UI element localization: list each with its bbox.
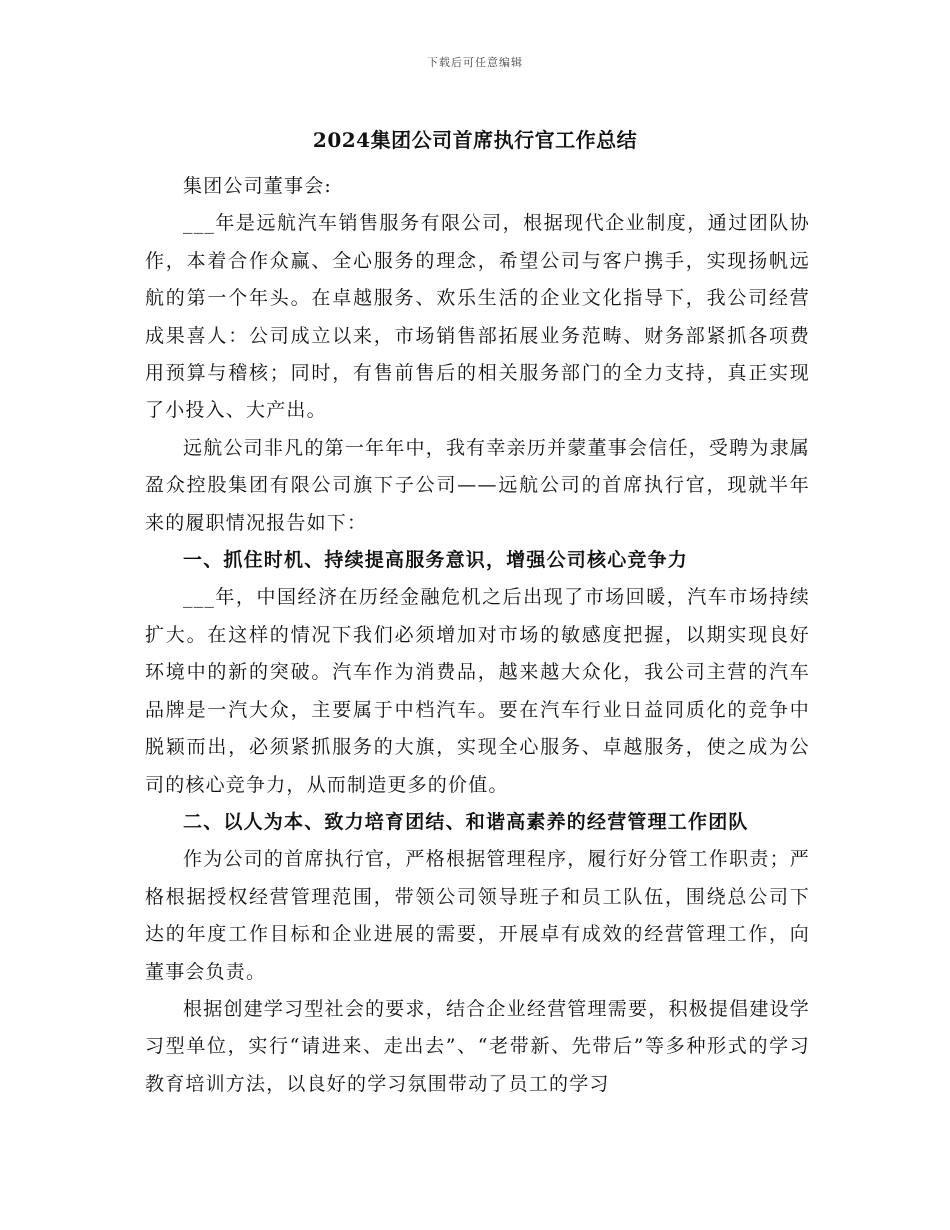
document-body [145,168,810,1103]
section-heading: 二、以人为本、致力培育团结、和谐高素养的经营管理工作团队 [183,810,749,833]
paragraph: 远航公司非凡的第一年年中，我有幸亲历并蒙董事会信任，受聘为隶属盈众控股集团有限公司旗下子公司——远航公司的首席执行官，现就半年来的履职情况报告如下： [145,436,810,534]
paragraph: ___年，中国经济在历经金融危机之后出现了市场回暖，汽车市场持续扩大。在这样的情况下我们必须增加对市场的敏感度把握，以期实现良好环境中的新的突破。汽车作为消费品，越来越大众化，我公司主营的汽车品牌是一汽大众，主要属于中档汽车。要在汽车行业日益同质化的竞争中脱颖而出，必须紧抓服务的大旗，实现全心服务、卓越服务，使之成为公司的核心竞争力，从而制造更多的价值。 [145,586,810,796]
section-heading: 一、抓住时机、持续提高服务意识，增强公司核心竞争力 [183,549,689,572]
document-title: 2024集团公司首席执行官工作总结 [312,128,638,152]
paragraph: 集团公司董事会: [183,175,333,197]
header-note: 下载后可任意编辑 [427,56,523,69]
paragraph: 根据创建学习型社会的要求，结合企业经营管理需要，积极提倡建设学习型单位，实行“请进来、走出去”、“老带新、先带后”等多种形式的学习教育培训方法，以良好的学习氛围带动了员工的学习 [145,997,810,1095]
paragraph: 作为公司的首席执行官，严格根据管理程序，履行好分管工作职责；严格根据授权经营管理范围，带领公司领导班子和员工队伍，围绕总公司下达的年度工作目标和企业进展的需要，开展卓有成效的经营管理工作，向董事会负责。 [145,848,810,983]
paragraph: ___年是远航汽车销售服务有限公司，根据现代企业制度，通过团队协作，本着合作众赢、全心服务的理念，希望公司与客户携手，实现扬帆远航的第一个年头。在卓越服务、欢乐生活的企业文化指导下，我公司经营成果喜人：公司成立以来，市场销售部拓展业务范畴、财务部紧抓各项费用预算与稽核；同时，有售前售后的相关服务部门的全力支持，真正实现了小投入、大产出。 [145,212,810,422]
